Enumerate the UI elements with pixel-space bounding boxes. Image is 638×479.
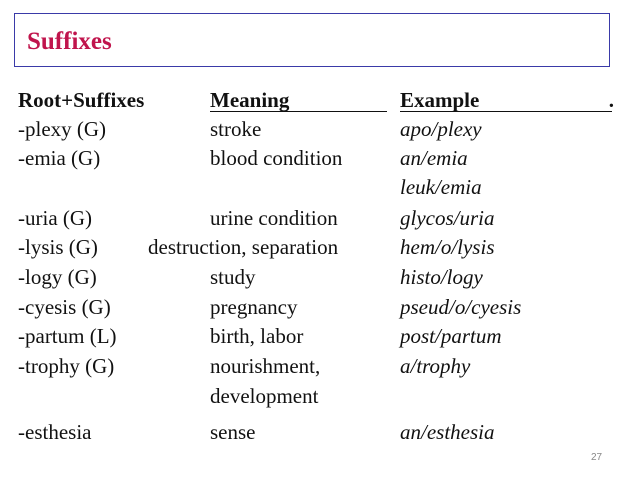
row-example-continued: leuk/emia — [400, 175, 482, 199]
row-example: histo/logy — [400, 265, 483, 289]
row-example: an/esthesia — [400, 420, 495, 444]
header-example-label: Example — [400, 88, 480, 112]
row-meaning: urine condition — [210, 206, 338, 230]
header-meaning — [210, 88, 387, 112]
header-root: Root+Suffixes — [18, 88, 145, 112]
row-root: -trophy (G) — [18, 354, 115, 378]
row-meaning: sense — [210, 420, 256, 444]
slide-number: 27 — [591, 452, 603, 463]
header-tail: . — [608, 88, 614, 112]
row-example: a/trophy — [400, 354, 471, 378]
row-meaning: pregnancy — [210, 295, 298, 319]
row-root: -partum (L) — [18, 324, 117, 348]
row-meaning: birth, labor — [210, 324, 304, 348]
row-meaning-continued: development — [210, 384, 319, 408]
row-root: -emia (G) — [18, 146, 101, 170]
row-meaning: stroke — [210, 117, 262, 141]
row-root: -uria (G) — [18, 206, 93, 230]
row-example: an/emia — [400, 146, 468, 170]
row-meaning: blood condition — [210, 146, 343, 170]
row-root: -logy (G) — [18, 265, 97, 289]
row-example: post/partum — [400, 324, 502, 348]
row-example: apo/plexy — [400, 117, 482, 141]
row-root: -lysis (G) — [18, 235, 98, 259]
row-meaning: destruction, separation — [148, 235, 339, 259]
row-meaning: study — [210, 265, 256, 289]
row-example: pseud/o/cyesis — [400, 295, 522, 319]
row-root: -cyesis (G) — [18, 295, 111, 319]
header-example — [400, 88, 612, 112]
slide-title: Suffixes — [27, 28, 112, 55]
row-example: hem/o/lysis — [400, 235, 495, 259]
header-meaning-label: Meaning — [210, 89, 387, 112]
row-root: -esthesia — [18, 420, 92, 444]
row-root: -plexy (G) — [18, 117, 107, 141]
row-example: glycos/uria — [400, 206, 495, 230]
row-meaning: nourishment, — [210, 354, 321, 378]
